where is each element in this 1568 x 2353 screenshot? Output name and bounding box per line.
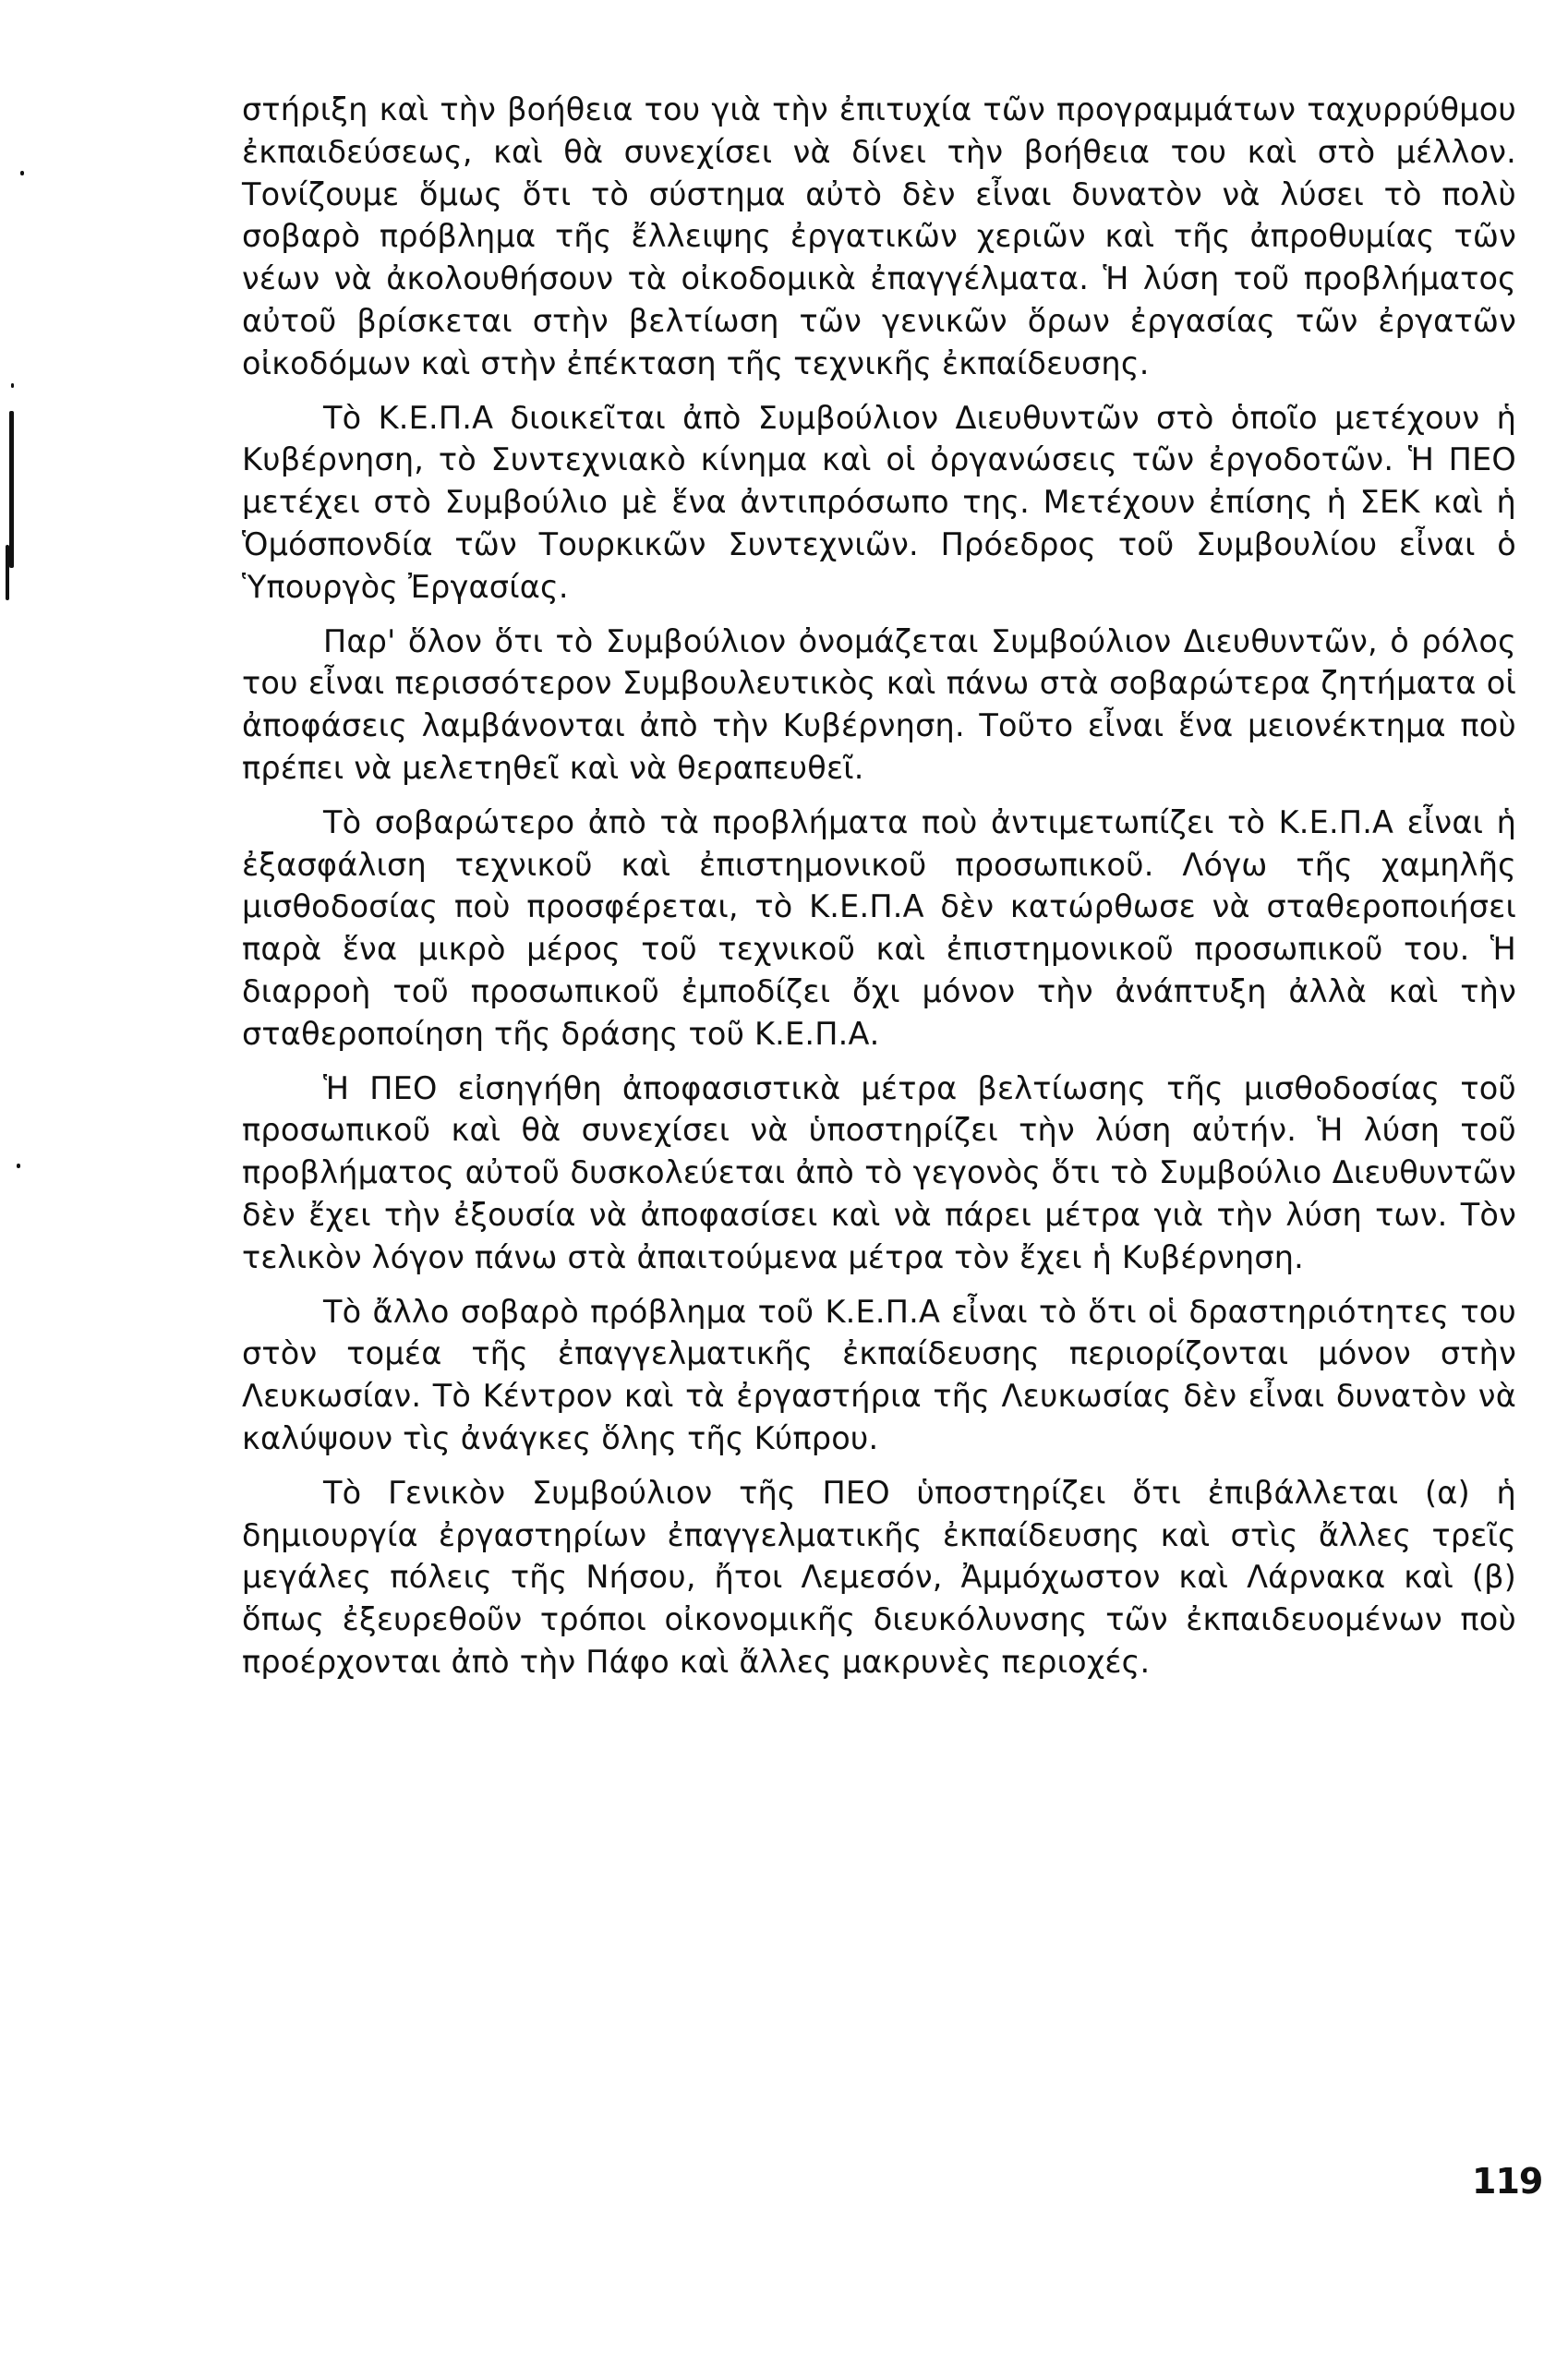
scan-artifact [6, 545, 9, 600]
paragraph-4: Τὸ σοβαρώτερο ἀπὸ τὰ προβλήματα ποὺ ἀντιμετωπίζει τὸ Κ.Ε.Π.Α εἶναι ἡ ἐξασφάλιση τεχνικοῦ καὶ ἐπιστημονικοῦ προσωπικοῦ. Λόγω τῆς χαμηλῆς μισθοδοσίας ποὺ προσφέρεται, τὸ Κ.Ε.Π.Α δὲν κατώρθωσε νὰ σταθεροποιήσει παρὰ ἕνα μικρὸ μέρος τοῦ τεχνικοῦ καὶ ἐπιστημονικοῦ προσωπικοῦ του. Ἡ διαρροὴ τοῦ προσωπικοῦ ἐμποδίζει ὄχι μόνον τὴν ἀνάπτυξη ἀλλὰ καὶ τὴν σταθεροποίηση τῆς δράσης τοῦ Κ.Ε.Π.Α. [242, 803, 1516, 1052]
scan-artifact [20, 171, 24, 175]
body-text [242, 89, 1516, 1695]
paragraph-6: Τὸ ἄλλο σοβαρὸ πρόβλημα τοῦ Κ.Ε.Π.Α εἶναι τὸ ὅτι οἱ δραστηριότητες του στὸν τομέα τῆς ἐπαγγελματικῆς ἐκπαίδευσης περιορίζονται μόνον στὴν Λευκωσίαν. Τὸ Κέντρον καὶ τὰ ἐργαστήρια τῆς Λευκωσίας δὲν εἶναι δυνατὸν νὰ καλύψουν τὶς ἀνάγκες ὅλης τῆς Κύπρου. [242, 1293, 1516, 1456]
scan-artifact [17, 1164, 20, 1168]
paragraph-5: Ἡ ΠΕΟ εἰσηγήθη ἀποφασιστικὰ μέτρα βελτίωσης τῆς μισθοδοσίας τοῦ προσωπικοῦ καὶ θὰ συνεχίσει νὰ ὑποστηρίζει τὴν λύση αὐτήν. Ἡ λύση τοῦ προβλήματος αὐτοῦ δυσκολεύεται ἀπὸ τὸ γεγονὸς ὅτι τὸ Συμβούλιο Διευθυντῶν δὲν ἔχει τὴν ἐξουσία νὰ ἀποφασίσει καὶ νὰ πάρει μέτρα γιὰ τὴν λύση των. Τὸν τελικὸν λόγον πάνω στὰ ἀπαιτούμενα μέτρα τὸν ἔχει ἡ Κυβέρνηση. [242, 1069, 1516, 1275]
paragraph-2: Τὸ Κ.Ε.Π.Α διοικεῖται ἀπὸ Συμβούλιον Διευθυντῶν στὸ ὁποῖο μετέχουν ἡ Κυβέρνηση, τὸ Συντεχνιακὸ κίνημα καὶ οἱ ὀργανώσεις τῶν ἐργοδοτῶν. Ἡ ΠΕΟ μετέχει στὸ Συμβούλιο μὲ ἕνα ἀντιπρόσωπο της. Μετέχουν ἐπίσης ἡ ΣΕΚ καὶ ἡ Ὁμόσπονδία τῶν Τουρκικῶν Συντεχνιῶν. Πρόεδρος τοῦ Συμβουλίου εἶναι ὁ Ὑπουργὸς Ἐργασίας. [242, 399, 1516, 605]
paragraph-7: Τὸ Γενικὸν Συμβούλιον τῆς ΠΕΟ ὑποστηρίζει ὅτι ἐπιβάλλεται (α) ἡ δημιουργία ἐργαστηρίων ἐπαγγελματικῆς ἐκπαίδευσης καὶ στὶς ἄλλες τρεῖς μεγάλες πόλεις τῆς Νήσου, ἤτοι Λεμεσόν, Ἀμμόχωστον καὶ Λάρνακα καὶ (β) ὅπως ἐξευρεθοῦν τρόποι οἰκονομικῆς διευκόλυνσης τῶν ἐκπαιδευομένων ποὺ προέρχονται ἀπὸ τὴν Πάφο καὶ ἄλλες μακρυνὲς περιοχές. [242, 1474, 1516, 1680]
scan-artifact [11, 383, 14, 388]
paragraph-3: Παρ' ὅλον ὅτι τὸ Συμβούλιον ὀνομάζεται Συμβούλιον Διευθυντῶν, ὁ ρόλος του εἶναι περισσότερον Συμβουλευτικὸς καὶ πάνω στὰ σοβαρώτερα ζητήματα οἱ ἀποφάσεις λαμβάνονται ἀπὸ τὴν Κυβέρνηση. Τοῦτο εἶναι ἕνα μειονέκτημα ποὺ πρέπει νὰ μελετηθεῖ καὶ νὰ θεραπευθεῖ. [242, 622, 1516, 786]
paragraph-1: στήριξη καὶ τὴν βοήθεια του γιὰ τὴν ἐπιτυχία τῶν προγραμμάτων ταχυρρύθμου ἐκπαιδεύσεως, καὶ θὰ συνεχίσει νὰ δίνει τὴν βοήθεια του καὶ στὸ μέλλον. Τονίζουμε ὅμως ὅτι τὸ σύστημα αὐτὸ δὲν εἶναι δυνατὸν νὰ λύσει τὸ πολὺ σοβαρὸ πρόβλημα τῆς ἔλλειψης ἐργατικῶν χεριῶν καὶ τῆς ἀπροθυμίας τῶν νέων νὰ ἀκολουθήσουν τὰ οἰκοδομικὰ ἐπαγγέλματα. Ἡ λύση τοῦ προβλήματος αὐτοῦ βρίσκεται στὴν βελτίωση τῶν γενικῶν ὅρων ἐργασίας τῶν ἐργατῶν οἰκοδόμων καὶ στὴν ἐπέκταση τῆς τεχνικῆς ἐκπαίδευσης. [242, 91, 1516, 381]
scan-artifact [9, 411, 14, 568]
page-number: 119 [1472, 2161, 1543, 2202]
